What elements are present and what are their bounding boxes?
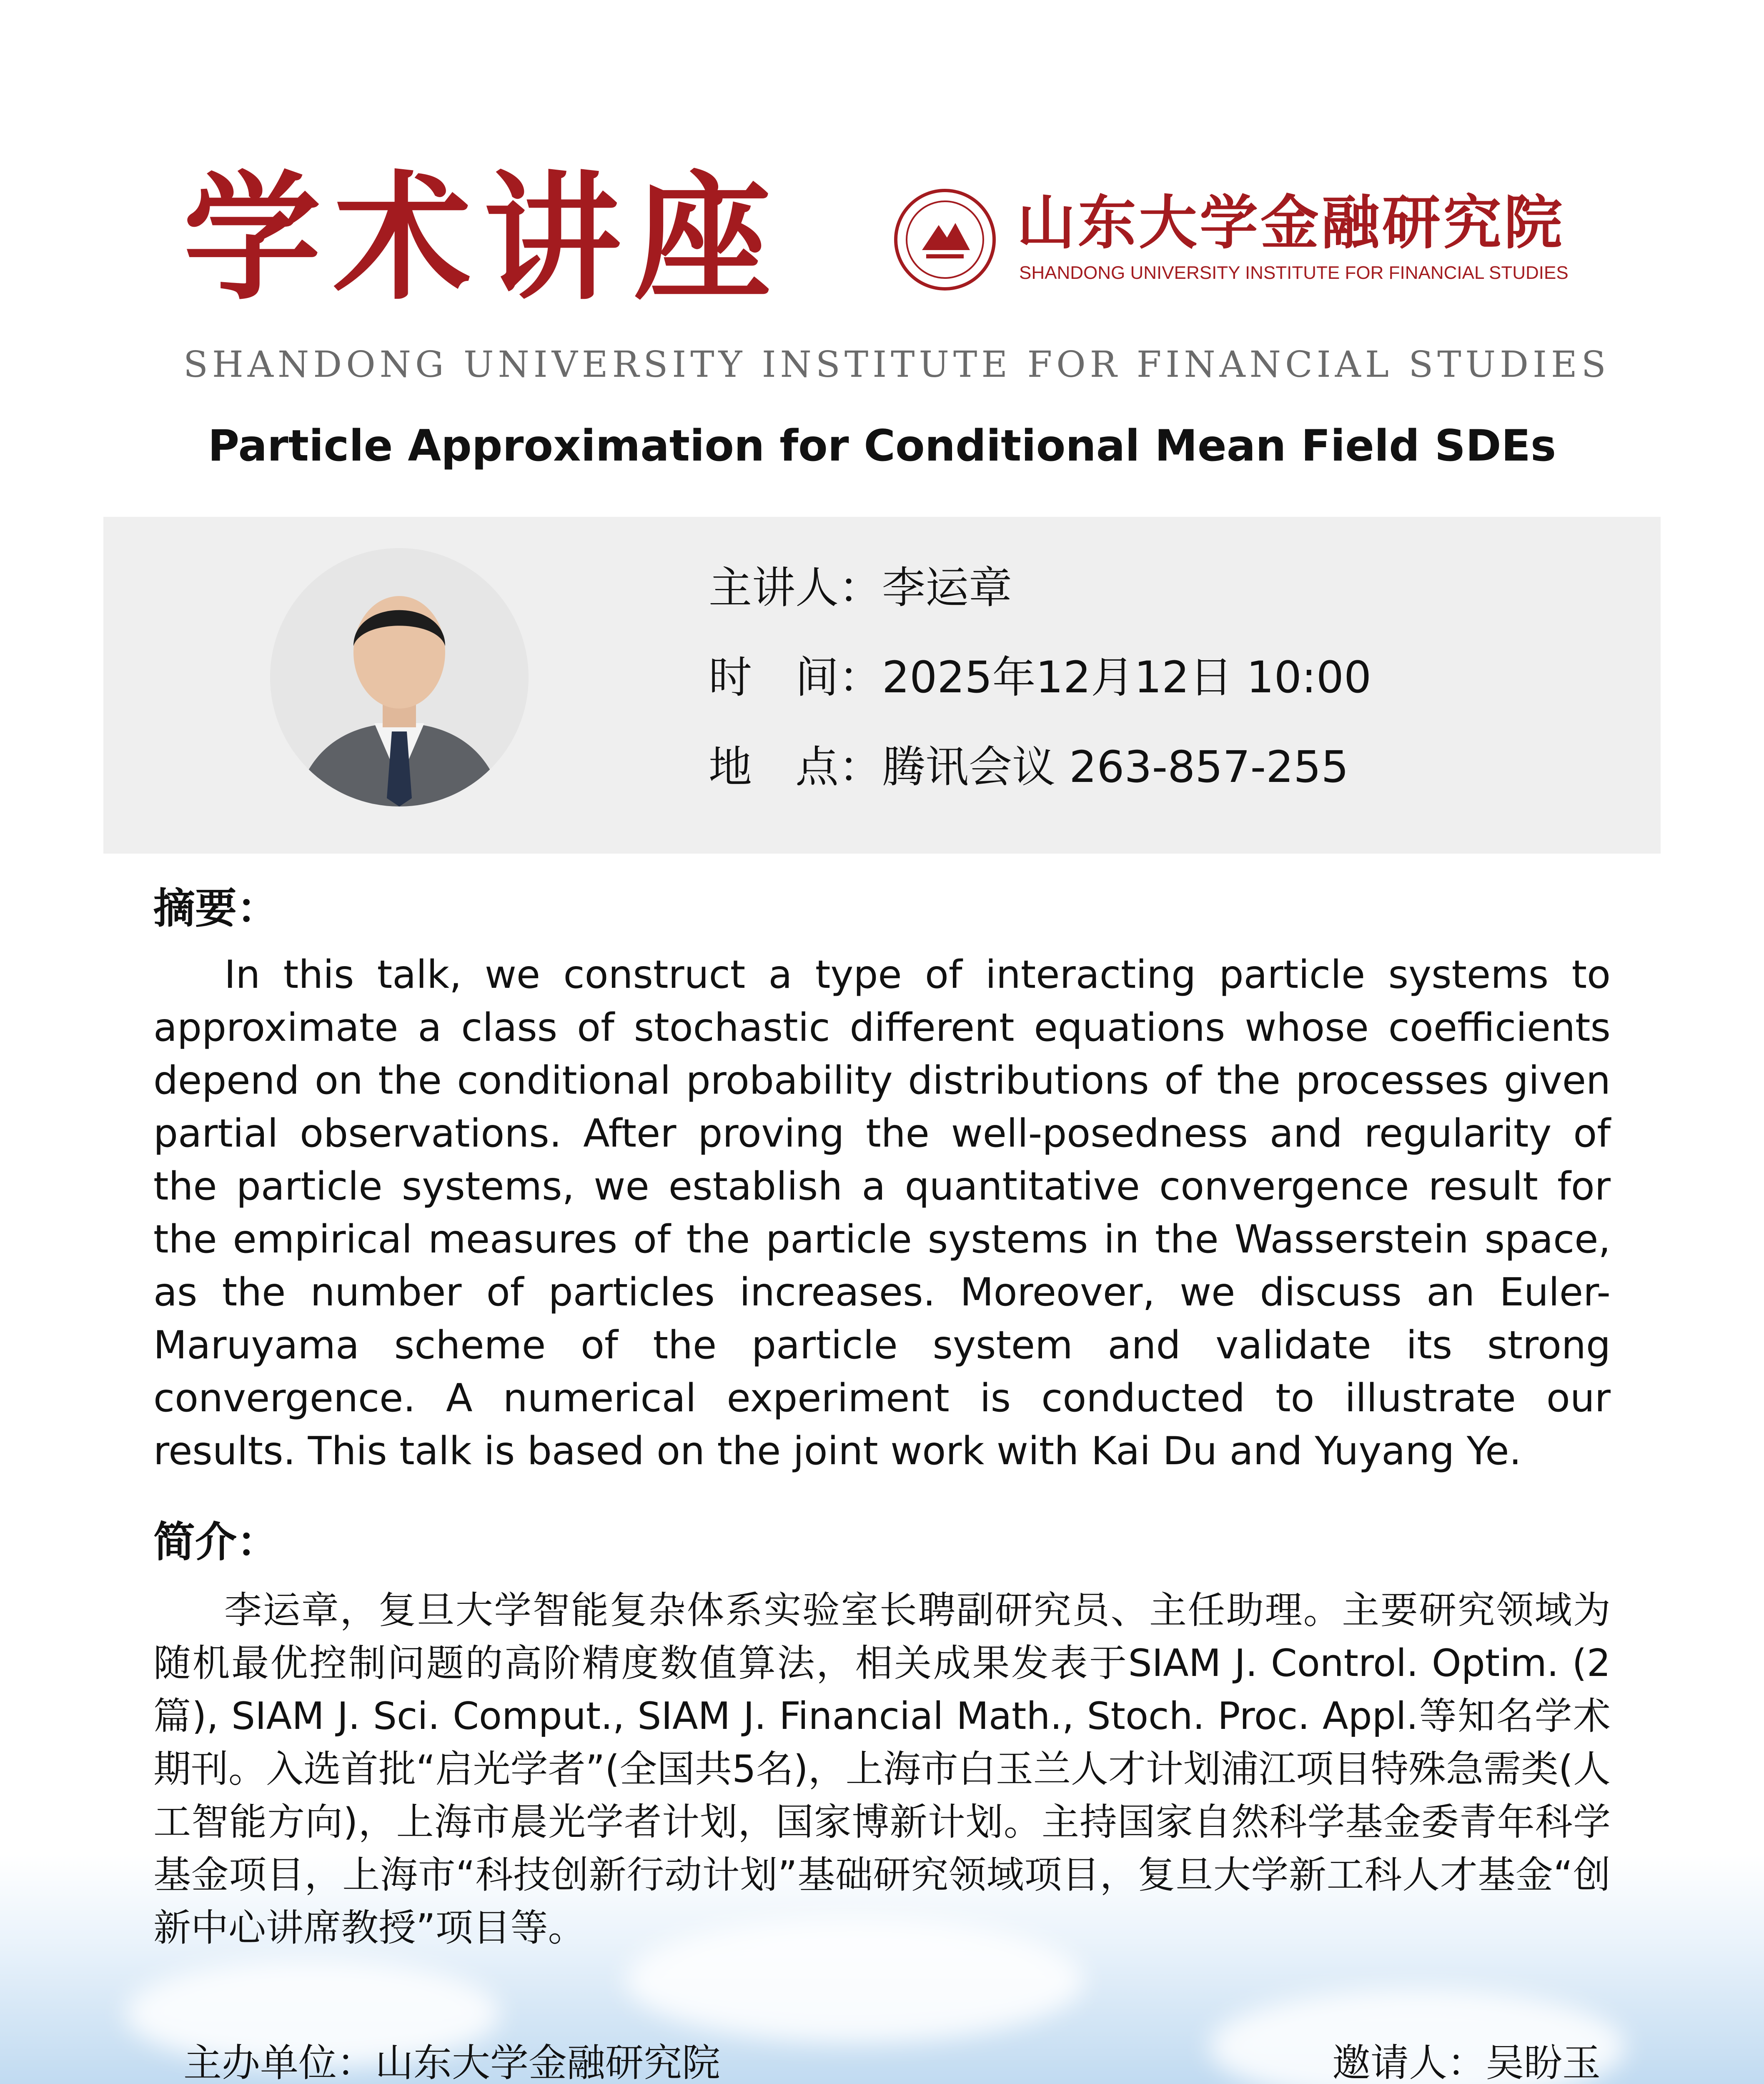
speaker-photo — [270, 548, 529, 807]
abstract-body: In this talk, we construct a type of interacting particle systems to approximate a class of stochastic different equations whose coefficients depend on the conditional probability distributions of the processes given partial observations. After proving the well-posedness and regularity of the particle systems, we establish a quantitative convergence result for the empirical measures of the particle systems in the Wasserstein space, as the number of particles increases. Moreover, we discuss an Euler-Maruyama scheme of the particle system and validate its strong convergence. A numerical experiment is conducted to illustrate our results. This talk is based on the joint work with Kai Du and Yuyang Ye. — [153, 952, 1611, 1473]
bio-body: 李运章，复旦大学智能复杂体系实验室长聘副研究员、主任助理。主要研究领域为随机最优控制问题的高阶精度数值算法，相关成果发表于SIAM J. Control. Optim. (2篇), SIAM J. Sci. Comput., SIAM J. Financial Math., Stoch. Proc. Appl.等知名学术期刊。入选首批“启光学者”(全国共5名)，上海市白玉兰人才计划浦江项目特殊急需类(人工智能方向)，上海市晨光学者计划，国家博新计划。主持国家自然科学基金委青年科学基金项目，上海市“科技创新行动计划”基础研究领域项目，复旦大学新工科人才基金“创新中心讲席教授”项目等。 — [153, 1588, 1611, 1950]
bio-heading: 简介： — [153, 1518, 278, 1566]
abstract-heading: 摘要： — [153, 884, 278, 933]
institute-seal-logo — [893, 188, 997, 292]
place-info: 地 点：腾讯会议 263-857-255 — [709, 741, 1349, 792]
institute-logo-cn: 山东大学金融研究院 — [1017, 189, 1565, 257]
institute-logo-en: SHANDONG UNIVERSITY INSTITUTE FOR FINANCIAL STUDIES — [1019, 263, 1569, 283]
organizer: 主办单位：山东大学金融研究院 — [183, 2041, 721, 2084]
time-info: 时 间：2025年12月12日 10:00 — [709, 652, 1372, 703]
inviter: 邀请人：吴盼玉 — [1332, 2041, 1601, 2084]
lecture-title-calligraphy: 学术讲座 — [183, 157, 784, 318]
speaker-info: 主讲人：李运章 — [709, 562, 1012, 613]
talk-title: Particle Approximation for Conditional Mean Field SDEs — [208, 421, 1556, 471]
institute-name-en: SHANDONG UNIVERSITY INSTITUTE FOR FINANCIAL STUDIES — [183, 344, 1610, 386]
